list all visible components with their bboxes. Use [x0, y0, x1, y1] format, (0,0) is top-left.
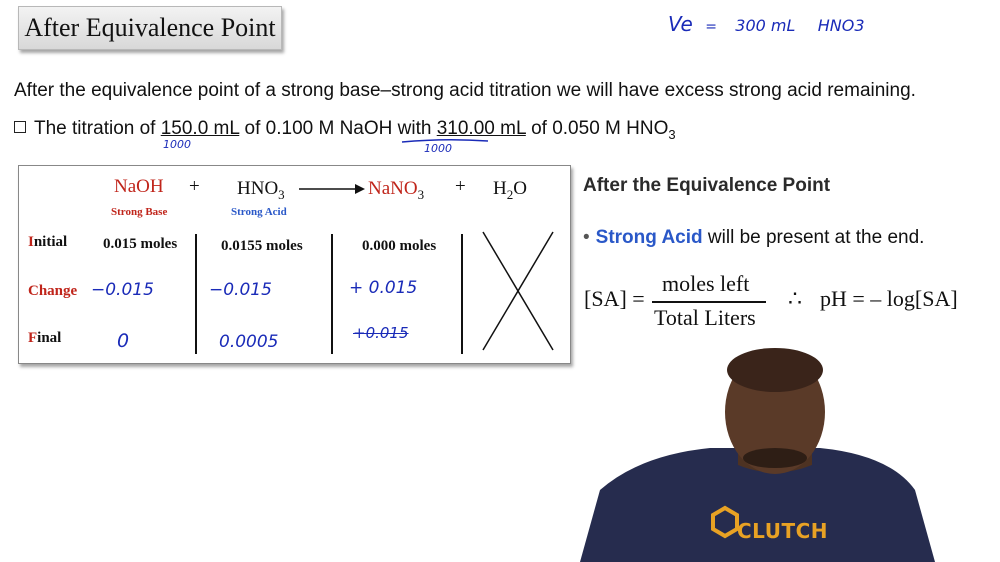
shirt-logo-text: CLUTCH — [737, 519, 829, 543]
presenter-hair — [727, 348, 823, 392]
ph-formula: pH = – log[SA] — [820, 286, 958, 311]
reactant2-formula: HNO — [237, 178, 279, 199]
final-naoh: 0 — [117, 330, 130, 352]
change-rest: hange — [38, 283, 78, 299]
reactant2 — [237, 178, 285, 203]
change-first-letter: C — [28, 283, 39, 299]
presenter-beard — [743, 448, 807, 468]
title-tab — [18, 6, 282, 50]
problem-vol2: 310.00 mL — [436, 118, 526, 139]
intro-text: After the equivalence point of a strong base–strong acid titration we will have excess strong acid remaining. — [14, 80, 916, 101]
initial-rest: nitial — [33, 234, 68, 250]
row-label-change — [28, 283, 77, 300]
product1 — [368, 178, 424, 203]
final-nano3: +0.015 — [353, 324, 409, 342]
product2-sub: 2 — [506, 186, 514, 202]
problem-suffix: of 0.050 M HNO — [525, 118, 669, 139]
plus-2: + — [455, 176, 466, 197]
initial-naoh: 0.015 moles — [103, 236, 178, 252]
problem-vol1: 150.0 mL — [160, 118, 240, 139]
cross-out-icon — [477, 228, 561, 354]
checkbox-icon — [14, 121, 26, 133]
product2-o: O — [513, 178, 527, 199]
bullet-dot: • — [583, 227, 590, 248]
problem-prefix: The titration of — [34, 118, 161, 139]
col-divider-1 — [195, 234, 197, 354]
row-label-final — [28, 330, 61, 347]
formula-denominator: Total Liters — [654, 305, 756, 330]
plus-1: + — [189, 176, 200, 197]
reactant2-label: Strong Acid — [231, 206, 287, 218]
col-divider-2 — [331, 234, 333, 354]
fraction-bar — [652, 301, 766, 303]
reaction-arrow-icon — [299, 182, 365, 196]
therefore-symbol: ∴ — [788, 286, 802, 311]
reactant2-sub: 3 — [278, 186, 285, 202]
initial-first-letter: I — [28, 234, 34, 250]
problem-statement — [14, 118, 676, 142]
col-divider-3 — [461, 234, 463, 354]
product1-formula: NaNO — [368, 178, 418, 199]
problem-mid: of 0.100 M NaOH with — [239, 118, 437, 139]
final-first-letter: F — [28, 330, 38, 346]
ice-table — [18, 165, 571, 364]
final-hno3: 0.0005 — [219, 332, 279, 352]
ve-annotation — [668, 12, 865, 36]
formula-numerator: moles left — [662, 271, 750, 296]
change-nano3: + 0.015 — [349, 278, 418, 298]
change-hno3: −0.015 — [209, 280, 272, 300]
ve-species: HNO3 — [817, 16, 865, 35]
right-panel-heading: After the Equivalence Point — [583, 175, 831, 196]
bullet-emph: Strong Acid — [595, 227, 703, 248]
page-title: After Equivalence Point — [24, 13, 276, 42]
ve-label: Ve — [668, 12, 693, 36]
reactant1-label: Strong Base — [111, 206, 168, 218]
initial-nano3: 0.000 moles — [362, 238, 437, 254]
ve-volume: 300 mL — [735, 16, 796, 35]
row-label-initial — [28, 234, 67, 251]
annot-1000-a: 1000 — [163, 138, 191, 151]
final-rest: inal — [37, 330, 62, 346]
underline-stroke — [400, 136, 490, 146]
product1-sub: 3 — [417, 186, 425, 202]
problem-sub: 3 — [668, 126, 676, 142]
formula-lhs: [SA] = — [584, 286, 645, 311]
right-panel-bullet — [583, 227, 924, 249]
reactant1: NaOH — [114, 176, 164, 197]
product2-h: H — [493, 178, 507, 199]
change-naoh: −0.015 — [91, 280, 154, 300]
initial-hno3: 0.0155 moles — [221, 238, 303, 254]
annot-1000-b: 1000 — [424, 142, 452, 155]
product2 — [493, 178, 527, 203]
ve-equals: = — [705, 19, 717, 35]
bullet-rest: will be present at the end. — [702, 227, 925, 248]
